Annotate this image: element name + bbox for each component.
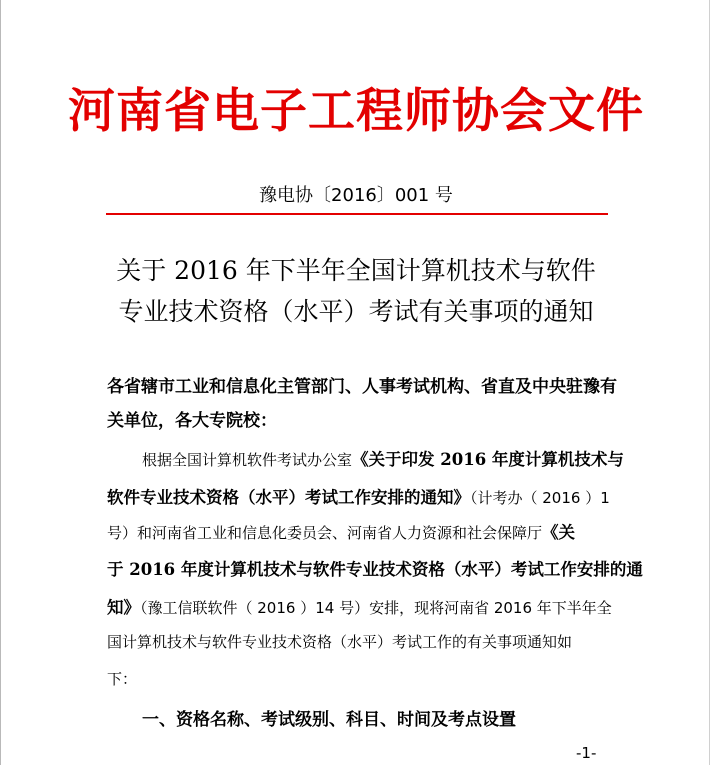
body-line-4: 于 2016 年度计算机技术与软件专业技术资格（水平）考试工作安排的通 — [107, 560, 643, 579]
body-line-1 — [142, 446, 624, 470]
letterhead-divider — [106, 213, 608, 215]
notice-title-line-2: 专业技术资格（水平）考试有关事项的通知 — [118, 297, 594, 326]
page-number: -1- — [576, 744, 597, 762]
body-line-6: 国计算机技术与软件专业技术资格（水平）考试工作的有关事项通知如 — [107, 633, 573, 651]
document-number: 豫电协〔2016〕001 号 — [259, 185, 453, 206]
addressee-line-2: 关单位，各大专院校： — [107, 411, 277, 431]
body-text: 号）和河南省工业和信息化委员会、河南省人力资源和社会保障厅 — [107, 524, 543, 542]
cited-document-title: 知》 — [107, 598, 140, 617]
body-text: 根据全国计算机软件考试办公室 — [142, 451, 353, 469]
body-text: （计考办（ 2016 ）1 — [470, 489, 610, 507]
notice-title-line-1: 关于 2016 年下半年全国计算机技术与软件 — [116, 256, 596, 285]
addressee-line-1: 各省辖市工业和信息化主管部门、人事考试机构、省直及中央驻豫有 — [107, 377, 617, 397]
body-text: （豫工信联软件（ 2016 ）14 号）安排，现将河南省 2016 年下半年全 — [140, 599, 612, 617]
cited-document-title: 《关 — [542, 523, 576, 542]
letterhead-title: 河南省电子工程师协会文件 — [68, 84, 644, 139]
body-line-3 — [107, 519, 575, 543]
body-line-5 — [107, 594, 612, 618]
cited-document-title: 《关于印发 2016 年度计算机技术与 — [352, 450, 624, 469]
cited-document-title: 软件专业技术资格（水平）考试工作安排的通知》 — [107, 488, 470, 507]
body-line-2 — [107, 484, 610, 508]
body-line-7: 下： — [107, 670, 138, 688]
section-heading: 一、资格名称、考试级别、科目、时间及考点设置 — [142, 710, 516, 730]
